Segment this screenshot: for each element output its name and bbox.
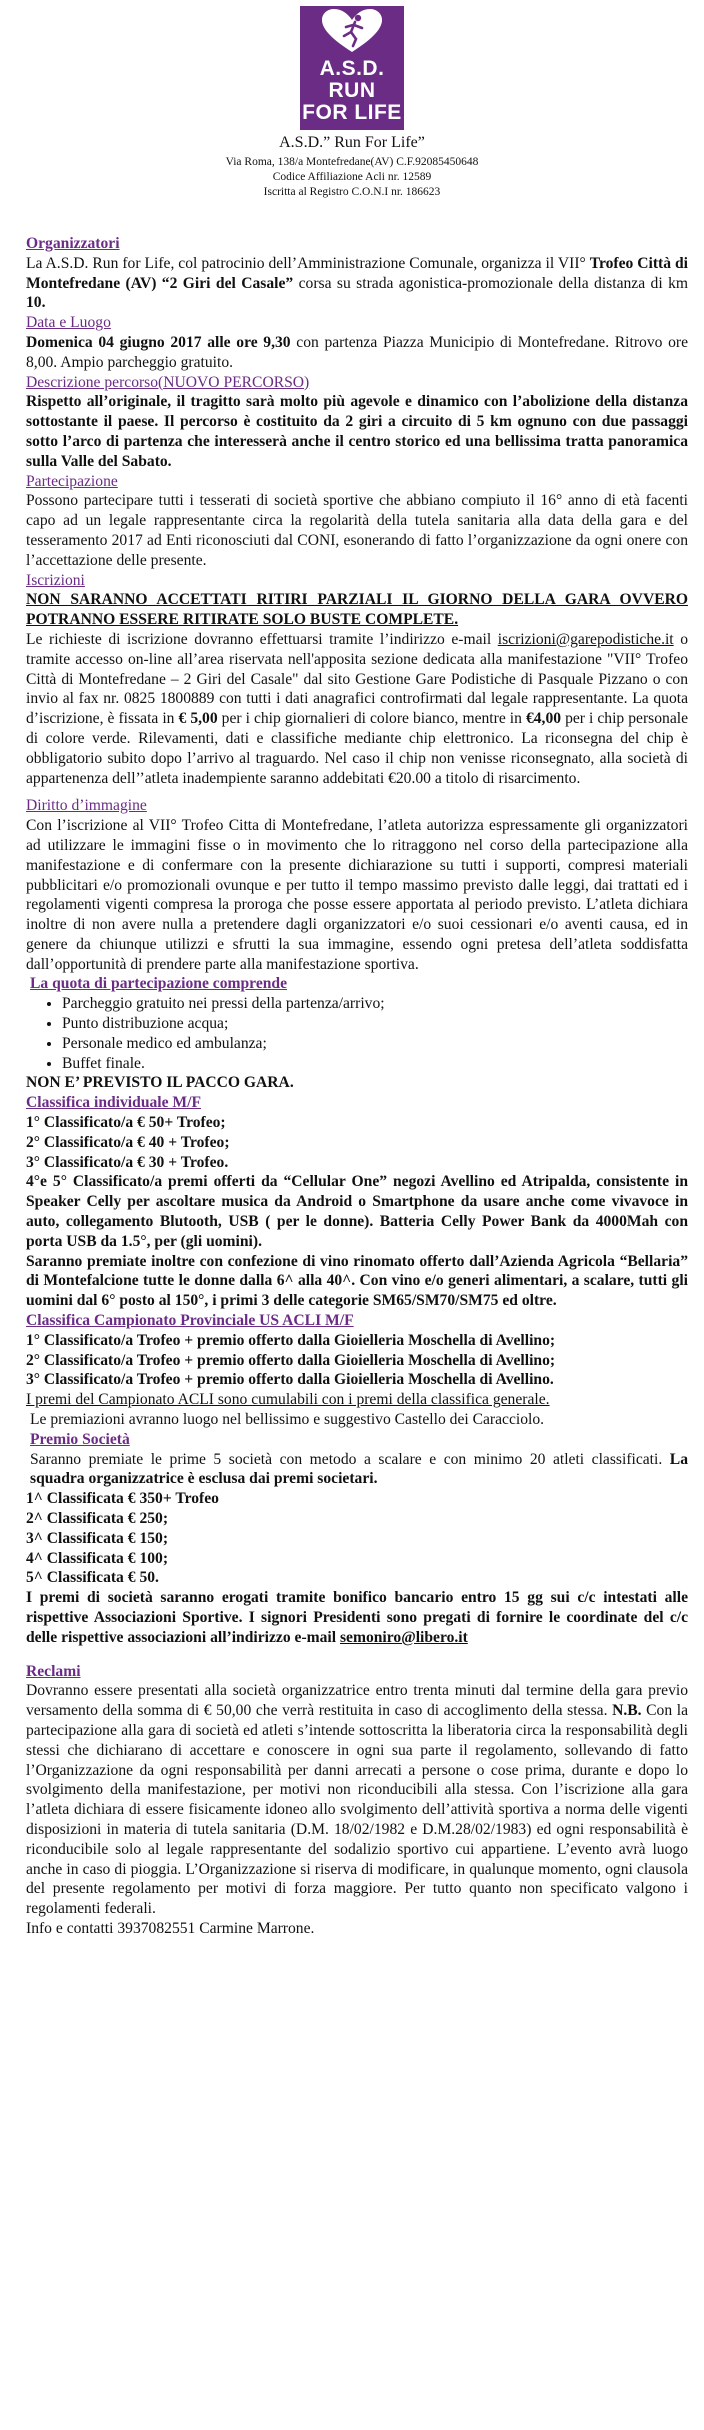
percorso-text: Rispetto all’originale, il tragitto sarà molto più agevole e dinamico con l’abolizione della distanza sottostante il paese. Il percorso è costituito da 2 giri a circuito di 5 km ognuno con due passaggi sotto l’arco di partenza che interesserà anche il centro storico ed una bellissima tratta panoramica sulla Valle del Sabato. [26,393,688,470]
classifica-line: 1° Classificato/a € 50+ Trofeo; [26,1114,226,1132]
premio-line: 1^ Classificata € 350+ Trofeo [26,1490,219,1508]
acli-line: 2° Classificato/a Trofeo + premio offerto dalla Gioielleria Moschella di Avellino; [26,1351,556,1369]
org-registry: Iscritta al Registro C.O.N.I nr. 186623 [263,186,441,198]
org-name: A.S.D.” Run For Life” [279,134,425,151]
list-item: • Punto distribuzione acqua; [62,1014,688,1034]
bonifico-text: I premi di società saranno erogati tramite bonifico bancario entro 15 gg sui c/c intestati alle rispettive Associazioni Sportive. I signori Presidenti sono pregati di fornire le coordinate del c/c delle rispettive associazioni all’indirizzo e-mail semoniro@libero.it [26,1589,688,1646]
partecipazione-text: Possono partecipare tutti i tesserati di società sportive che abbiano compiuto il 16° anno di età facenti capo ad un legale rappresentante circa la regolarità della tutela sanitaria alla data della gara e del tesseramento 2017 ad Enti riconosciuti dal CONI, esonerando di fatto l’organizzazione da ogni onere con l’accettazione delle presente. [26,492,688,569]
heading-acli: Classifica Campionato Provinciale US ACLI M/F [26,1312,354,1330]
logo-line-1: A.S.D. [319,57,385,80]
acli-line: 1° Classificato/a Trofeo + premio offerto dalla Gioielleria Moschella di Avellino; [26,1331,556,1349]
classifica-4-5-text: 4°e 5° Classificato/a premi offerti da “Cellular One” negozi Avellino ed Atripalda, consistente in Speaker Celly per ascoltare musica da Android o Smartphone da usare anche come vivavoce in auto, collegamento Blutooth, USB ( per le donne). Batteria Celly Power Bank da 4000Mah con porta USB da 1.5°, per (gli uomini). [26,1173,688,1250]
logo-line-2: RUN [328,79,376,102]
heading-iscrizioni: Iscrizioni [26,571,85,589]
heading-classifica: Classifica individuale M/F [26,1094,202,1112]
quota-list [26,994,688,1073]
heading-organizzatori: Organizzatori [26,235,120,252]
heart-runner-icon [300,6,404,56]
contact-text: Info e contatti 3937082551 Carmine Marrone. [26,1919,315,1937]
heading-reclami: Reclami [26,1662,81,1680]
iscrizioni-email-link[interactable]: iscrizioni@garepodistiche.it [497,630,674,648]
iscrizioni-text: Le richieste di iscrizione dovranno effettuarsi tramite l’indirizzo e-mail iscrizioni@garepodistiche.it o tramite accesso on-line all’area riservata nell'apposita sezione dedicata alla manifestazione "VII° Trofeo Città di Montefredane – 2 Giri del Casale" dal sito Gestione Gare Podistiche di Pasquale Pizzano o con invio al fax nr. 0825 1800889 con tutti i dati anagrafici controfirmati dal legale rappresentante. La quota d’iscrizione, è fissata in € 5,00 per i chip giornalieri di colore bianco, mentre in €4,00 per i chip personale di colore verde. Rilevamenti, dati e classifiche mediante chip elettronico. La riconsegna del chip è obbligatorio subito dopo l’arrivo al traguardo. Nel caso il chip non venisse riconsegnato, alla società di appartenenza dell’’atleta inadempiente saranno addebitati €20.00 a titolo di risarcimento. [26,630,688,787]
premio-line: 2^ Classificata € 250; [26,1510,169,1527]
classifica-line: 3° Classificato/a € 30 + Trofeo. [26,1153,229,1171]
premio-line: 4^ Classificata € 100; [26,1549,169,1567]
heading-immagine: Diritto d’immagine [26,797,147,815]
club-logo [300,6,404,130]
iscrizioni-warning: NON SARANNO ACCETTATI RITIRI PARZIALI IL GIORNO DELLA GARA OVVERO POTRANNO ESSERE RITIRATE SOLO BUSTE COMPLETE. [26,591,688,629]
acli-line: 3° Classificato/a Trofeo + premio offerto dalla Gioielleria Moschella di Avellino. [26,1371,554,1389]
org-address: Via Roma, 138/a Montefredane(AV) C.F.92085450648 [225,156,479,168]
logo-line-3: FOR LIFE [302,101,402,124]
acli-cumul-text: I premi del Campionato ACLI sono cumulabili con i premi della classifica generale. [26,1391,550,1409]
premio-societa-text: Saranno premiate le prime 5 società con metodo a scalare e con minimo 20 atleti classificati. La squadra organizzatrice è esclusa dai premi societari. [30,1450,688,1488]
castello-text: Le premiazioni avranno luogo nel bellissimo e suggestivo Castello dei Caracciolo. [30,1411,545,1429]
immagine-text: Con l’iscrizione al VII° Trofeo Citta di Montefredane, l’atleta autorizza espressamente gli organizzatori ad utilizzare le immagini fisse o in movimento che lo ritraggono nel corso della partecipazione alla manifestazione e di confermare con la presente dichiarazione su tutti i supporti, compresi materiali pubblicitari e/o promozionali ovunque e per tutto il tempo massimo previsto dalle leggi, dai trattati ed i regolamenti vigenti compresa la proroga che posse essere apportata al periodo previsto. L’atleta dichiara inoltre di non avere nulla a pretendere dagli organizzatori e/o suoi cessionari e/o aventi causa, ed in genere da chiunque utilizzi e sfrutti la sua immagine, essendo ogni pretesa dell’atleta soddisfatta dall’opportunità di prendere parte alla manifestazione sportiva. [26,817,688,973]
quota-note: NON E’ PREVISTO IL PACCO GARA. [26,1074,294,1092]
data-luogo-text: Domenica 04 giugno 2017 alle ore 9,30 con partenza Piazza Municipio di Montefredane. Ritrovo ore 8,00. Ampio parcheggio gratuito. [26,333,688,371]
heading-partecipazione: Partecipazione [26,472,118,490]
list-item: • Buffet finale. [62,1054,688,1074]
premio-line: 3^ Classificata € 150; [26,1529,169,1547]
org-affiliation: Codice Affiliazione Acli nr. 12589 [272,171,432,183]
list-item: • Parcheggio gratuito nei pressi della partenza/arrivo; [62,994,688,1014]
organizzatori-text: La A.S.D. Run for Life, col patrocinio dell’Amministrazione Comunale, organizza il VII° Trofeo Città di Montefredane (AV) “2 Giri del Casale” corsa su strada agonistica-promozionale della distanza di km 10. [26,254,689,312]
premio-line: 5^ Classificata € 50. [26,1569,159,1587]
heading-premio-societa: Premio Società [30,1430,130,1448]
reclami-text: Dovranno essere presentati alla società organizzatrice entro trenta minuti dal termine della gara previo versamento della somma di € 50,00 che verrà restituita in caso di accoglimento della stessa. N.B. Con la partecipazione alla gara di società ed atleti s’intende sottoscritta la liberatoria circa la responsabilità degli stessi che dichiarano di accettare e conoscere in ogni sua parte il regolamento, sollevando di fatto l’Organizzazione da ogni responsabilità per danni arrecati a persone o cose prima, durante e dopo lo svolgimento della manifestazione, per motivi non riconducibili alla stessa. Con l’iscrizione alla gara l’atleta dichiara di essere fisicamente idoneo allo svolgimento dell’attività sportiva a norma delle vigenti disposizioni in materia di tutela sanitaria (D.M. 18/02/1982 e D.M.28/02/1983) ed ogni responsabilità è riconducibile solo al legale rappresentante del sodalizio sportivo cui appartiene. L’evento avrà luogo anche in caso di pioggia. L’Organizzazione si riserva di modificare, in qualunque momento, ogni clausola del presente regolamento per motivi di forza maggiore. Per tutto quanto non specificato valgono i regolamenti federali. [26,1682,689,1918]
classifica-vino-text: Saranno premiate inoltre con confezione di vino rinomato offerto dall’Azienda Agricola “Bellaria” di Montefalcione tutte le donne dalla 6^ alla 40^. Con vino e/o generi alimentari, a scalare, tutti gli uomini dal 6° posto al 150°, i primi 3 delle categorie SM65/SM70/SM75 ed oltre. [26,1252,688,1310]
semoniro-email-link[interactable]: semoniro@libero.it [339,1628,468,1646]
list-item: • Personale medico ed ambulanza; [62,1034,688,1054]
classifica-line: 2° Classificato/a € 40 + Trofeo; [26,1133,230,1151]
heading-percorso: Descrizione percorso(NUOVO PERCORSO) [26,373,310,391]
heading-quota: La quota di partecipazione comprende [30,975,288,993]
regulation-body [26,234,688,1939]
heading-data-luogo: Data e Luogo [26,314,111,332]
